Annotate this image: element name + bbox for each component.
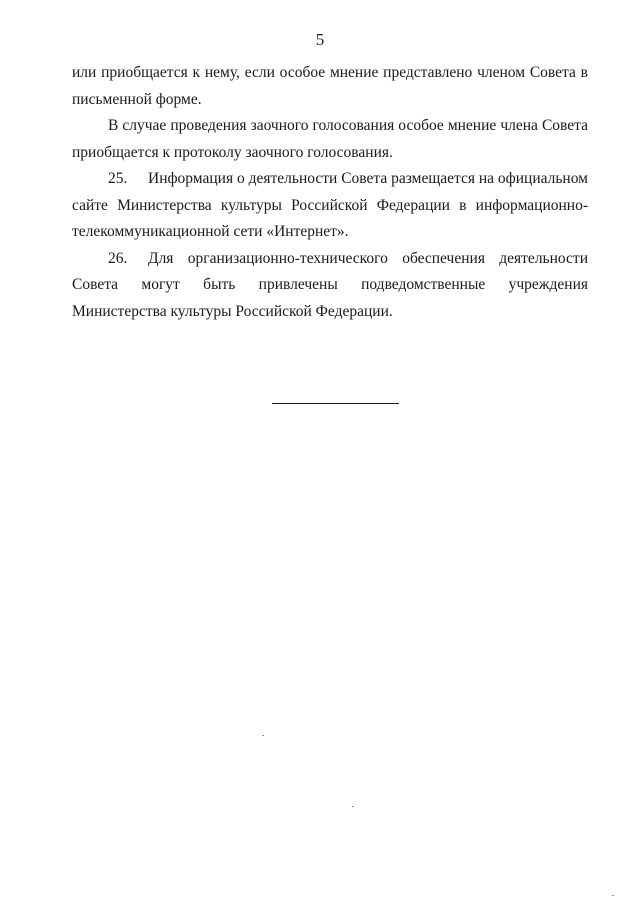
paragraph-25 [72, 166, 588, 246]
paragraph-number: 25. [108, 170, 128, 187]
document-body [72, 60, 588, 325]
paragraph-text: Для организационно-технического обеспечения деятельности Совета могут быть привлечены подведомственные учреждения Министерства культуры Российской Федерации. [72, 249, 588, 320]
paragraph-number: 26. [108, 249, 128, 267]
scan-speck [352, 806, 354, 807]
page-number: 5 [315, 30, 325, 49]
paragraph-continuation: или приобщается к нему, если особое мнение представлено членом Совета в письменной форме. [72, 64, 588, 108]
paragraph-26 [72, 246, 588, 326]
scan-speck [612, 895, 614, 896]
paragraph-absentee-vote: В случае проведения заочного голосования особое мнение члена Совета приобщается к протоколу заочного голосования. [72, 117, 588, 161]
end-separator-line [272, 403, 399, 404]
scan-speck [262, 735, 264, 736]
paragraph-text: Информация о деятельности Совета размещается на официальном сайте Министерства культуры Российской Федерации в информационно-телекоммуникационной сети «Интернет». [72, 170, 588, 240]
